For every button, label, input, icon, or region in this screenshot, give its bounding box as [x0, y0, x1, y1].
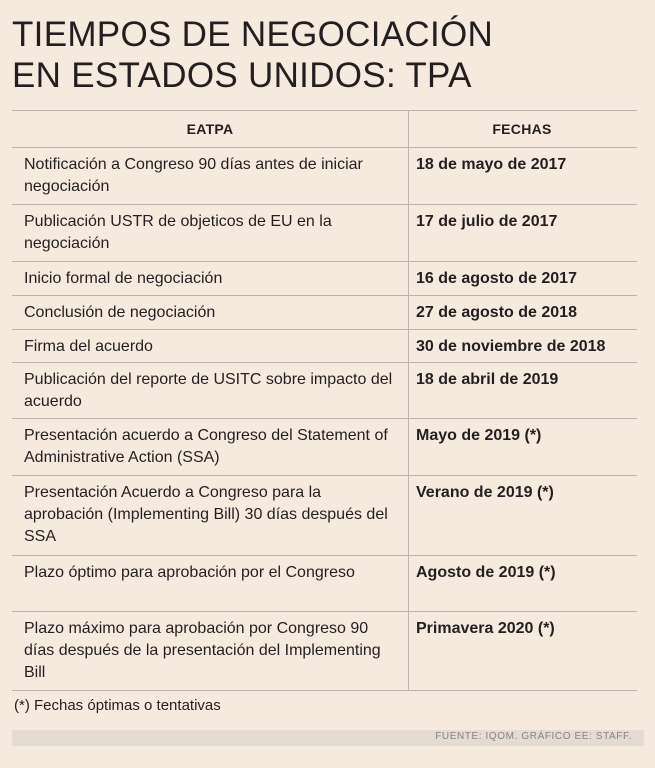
- date-cell: 16 de agosto de 2017: [416, 270, 577, 287]
- date-cell: 18 de abril de 2019: [416, 371, 559, 388]
- footnote: (*) Fechas óptimas o tentativas: [14, 697, 221, 714]
- table-row: [12, 612, 637, 691]
- table-row: [12, 262, 637, 296]
- column-divider: [408, 111, 409, 691]
- title-line-2: EN ESTADOS UNIDOS: TPA: [12, 56, 472, 95]
- header-fechas: FECHAS: [492, 121, 552, 137]
- event-cell: Publicación del reporte de USITC sobre impacto del acuerdo: [24, 371, 393, 410]
- event-cell: Inicio formal de negociación: [24, 270, 223, 287]
- event-cell: Conclusión de negociación: [24, 304, 216, 321]
- date-cell: Mayo de 2019 (*): [416, 427, 542, 444]
- date-cell: 18 de mayo de 2017: [416, 156, 567, 173]
- header-eatpa: EATPA: [186, 121, 234, 137]
- table-row: [12, 556, 637, 612]
- event-cell: Publicación USTR de objeticos de EU en la negociación: [24, 213, 332, 252]
- timeline-table: [12, 110, 637, 691]
- event-cell: Firma del acuerdo: [24, 338, 153, 355]
- date-cell: 17 de julio de 2017: [416, 213, 558, 230]
- table-row: [12, 148, 637, 205]
- source-bar: [12, 730, 644, 746]
- date-cell: Primavera 2020 (*): [416, 620, 555, 637]
- table-header: [12, 111, 637, 148]
- table-row: [12, 476, 637, 556]
- date-cell: 27 de agosto de 2018: [416, 304, 577, 321]
- event-cell: Plazo máximo para aprobación por Congreso 90 días después de la presentación del Implementing Bill: [24, 620, 381, 681]
- table-row: [12, 205, 637, 262]
- date-cell: Agosto de 2019 (*): [416, 564, 556, 581]
- date-cell: Verano de 2019 (*): [416, 484, 554, 501]
- table-row: [12, 330, 637, 363]
- table-row: [12, 296, 637, 330]
- event-cell: Presentación acuerdo a Congreso del Statement of Administrative Action (SSA): [24, 427, 388, 466]
- table-row: [12, 419, 637, 476]
- event-cell: Presentación Acuerdo a Congreso para la aprobación (Implementing Bill) 30 días después del SSA: [24, 484, 388, 545]
- title-line-1: TIEMPOS DE NEGOCIACIÓN: [12, 15, 494, 54]
- source-credit: FUENTE: IQOM. GRÁFICO EE: STAFF.: [435, 731, 632, 742]
- date-cell: 30 de noviembre de 2018: [416, 338, 606, 355]
- event-cell: Plazo óptimo para aprobación por el Congreso: [24, 564, 355, 581]
- table-row: [12, 363, 637, 419]
- page-title: [12, 14, 642, 96]
- event-cell: Notificación a Congreso 90 días antes de iniciar negociación: [24, 156, 363, 195]
